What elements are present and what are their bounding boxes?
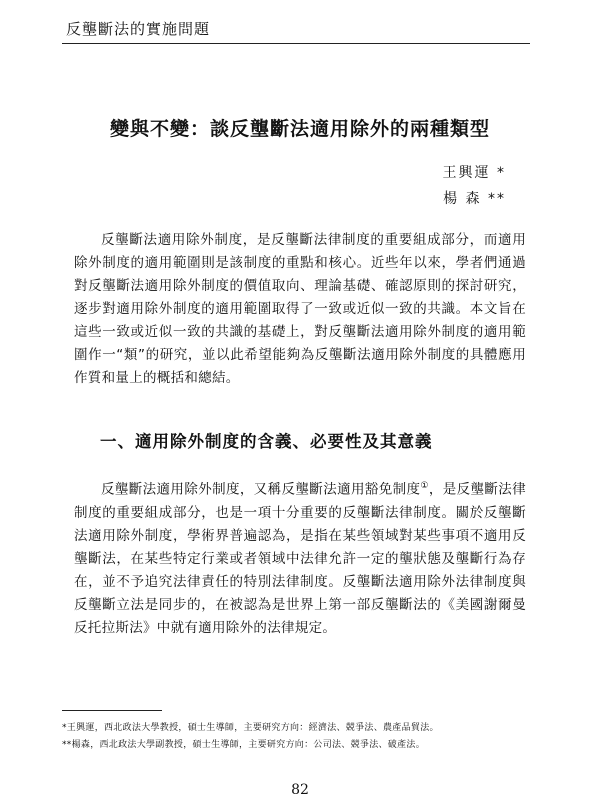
body-text-rest: ，是反壟斷法律制度的重要組成部分，也是一項十分重要的反壟斷法律制度。關於反壟斷法適用除外制度，學術界普遍認為，是指在某些領域對某些事項不適用反壟斷法，在某些特定行業或者領域中法律允許一定的壟狀態及壟斷行為存在，並不予追究法律責任的特別法律制度。反壟斷法適用除外法律制度與反壟斷立法是同步的，在被認為是世界上第一部反壟斷法的《美國謝爾曼反托拉斯法》中就有適用除外的法律規定。 [74, 481, 526, 636]
header-rule [62, 43, 530, 44]
running-header: 反壟斷法的實施問題 [66, 20, 211, 38]
abstract-paragraph: 反壟斷法適用除外制度，是反壟斷法律制度的重要組成部分，而適用除外制度的適用範圍則是該制度的重點和核心。近些年以來，學者們通過對反壟斷法適用除外制度的價值取向、理論基礎、確認原則的探討研究，逐步對適用除外制度的適用範圍取得了一致或近似一致的共識。本文旨在這些一致或近似一致的共識的基礎上，對反壟斷法適用除外制度的適用範圍作一“類”的研究，並以此希望能夠為反壟斷法適用除外制度的具體應用作質和量上的概括和總結。 [74, 232, 526, 386]
author-2: 楊 森 ** [443, 191, 506, 207]
body-text-start: 反壟斷法適用除外制度，又稱反壟斷法適用豁免制度 [101, 481, 421, 498]
page-number: 82 [291, 782, 309, 798]
body-paragraph [74, 475, 526, 640]
footnote-1: *王興運，西北政法大學教授，碩士生導師，主要研究方向：經濟法、競爭法、農產品貿法。 [62, 723, 439, 733]
article-title: 變與不變：談反壟斷法適用除外的兩種類型 [109, 118, 490, 140]
author-1: 王興運 * [442, 165, 506, 181]
footnote-2: **楊森，西北政法大學副教授，碩士生導師，主要研究方向：公司法、競爭法、破產法。 [62, 740, 426, 750]
footnote-reference-marker: ① [420, 481, 429, 491]
section-heading: 一、適用除外制度的含義、必要性及其意義 [100, 432, 433, 451]
footnote-rule [62, 710, 162, 711]
